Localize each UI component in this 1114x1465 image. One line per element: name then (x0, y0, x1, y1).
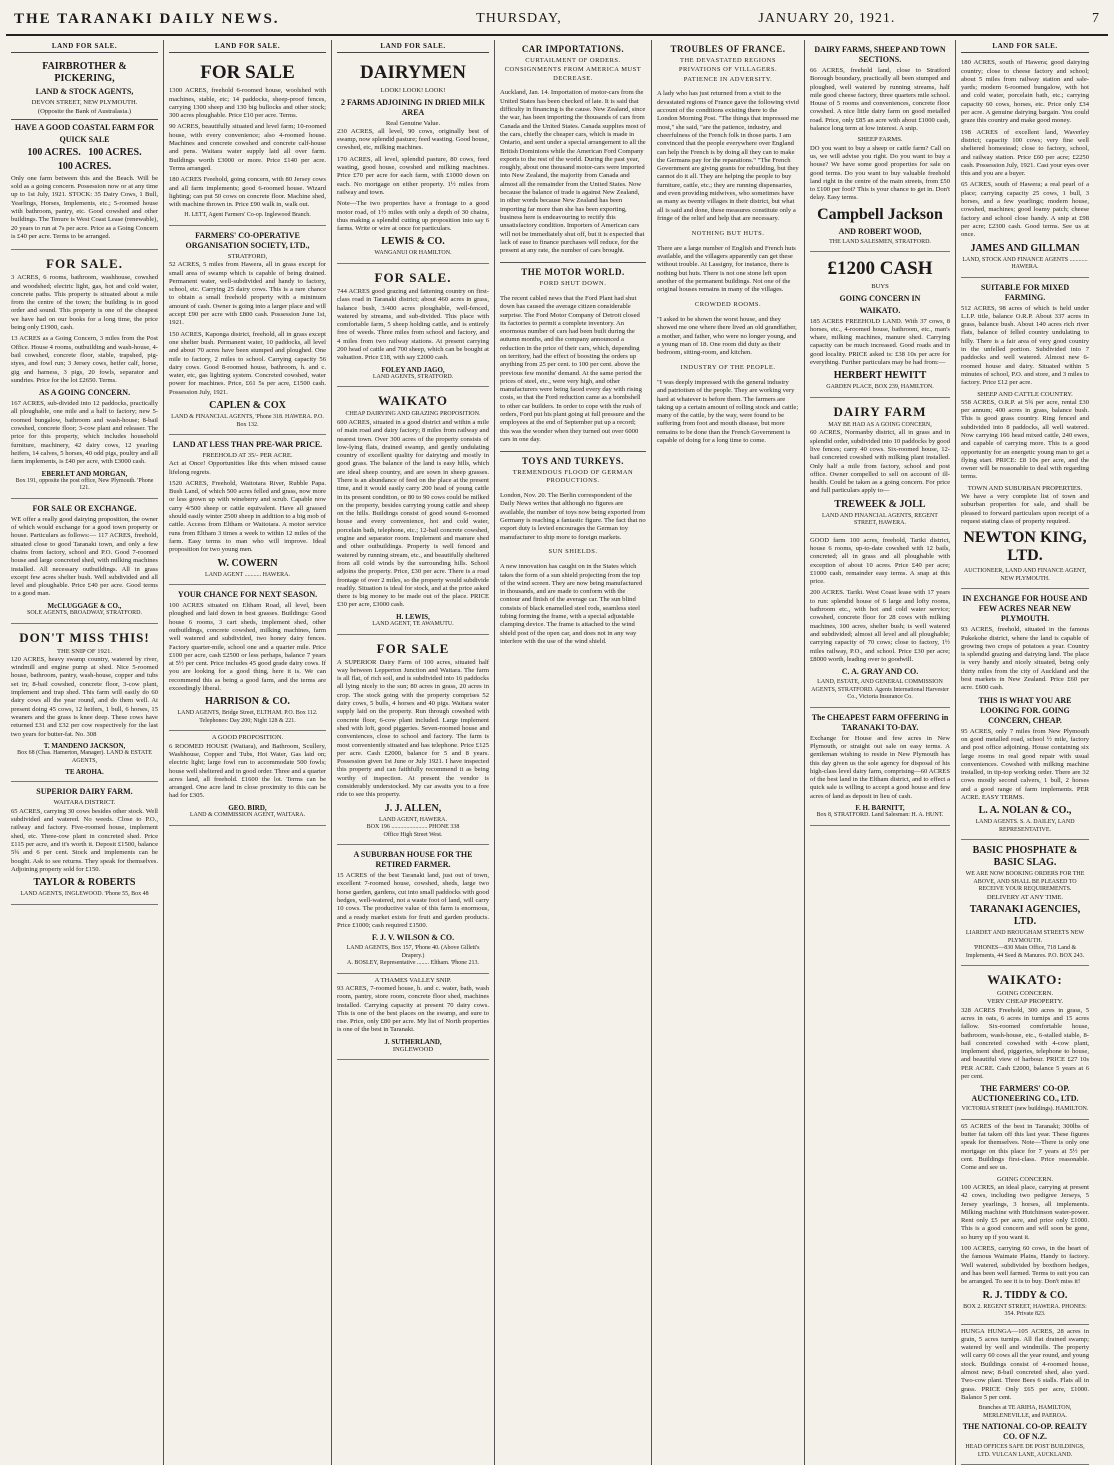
ad-body: 52 ACRES, 5 miles from Hawera, all in grass except for small area of swamp which is capable of being drained. Permanent water, well-subdivided and handy to factory, school, etc. Carrying 25 dairy cows. This is a rare chance to obtain a small freehold property with a minimum amount of cash. Owner is going into a larger place and will accept £90 per acre with £800 cash. Possession June 1st, 1921. (169, 261, 326, 327)
ad-body: 150 ACRES, Kaponga district, freehold, all in grass except one shelter bush. Permanent water, 10 paddocks, all level and about 70 acres have been stumped and ploughed. One mile to factory, 2 miles to school. Carrying capacity 56 dairy cows. Good 8-roomed house, bathroom, h. and c. water, etc, gas lighting system. Concreted cowshed, water power for machines. Price, £61 5s per acre, £1500 cash. Possession July, 1921. (169, 331, 326, 397)
article-body: "I was deeply impressed with the general industry and patriotism of the people. They are working very hard at whatever is before them. The farmers are taking up a certain amount of rolling stock and cattle; many of the cattle, by the way, were found to be suffering from foot and mouth disease, but more remains to be done than the French Government is capable of doing for a long time to come. (657, 379, 799, 445)
ad-headline: WAIKATO: (961, 972, 1089, 987)
agent-name: NEWTON KING, LTD. (961, 529, 1089, 565)
agent-address: VICTORIA STREET (new buildings). HAMILTON. (961, 1106, 1089, 1114)
agent-name: FARMERS' CO-OPERATIVE ORGANISATION SOCIETY, LTD., (169, 231, 326, 251)
ad-body: 230 ACRES, all level, 90 cows, originally best of swamp, now splendid pasture; feed wasting. Good house, cowshed, etc, milking machines. (337, 128, 489, 153)
agent-name: HERBERT HEWITT (810, 370, 950, 382)
ad-body: 13 ACRES as a Going Concern, 3 miles from the Post Office. House 4 rooms, outbuilding and wash-house, 4-bail cowshed, concrete floor, stable, trapshed, pig-styes, and fowl run; 3 Jersey cows, heifer calf, horse, gig and harness, 3 pigs, 20 fowls, separator and sundries. Price for the lot £2650. Terms. (11, 335, 158, 385)
agent-address: DEVON STREET, NEW PLYMOUTH. (11, 99, 158, 107)
article-subtitle-2: CONSIGNMENTS FROM AMERICA MUST DECREASE. (500, 66, 646, 83)
agent-name: HARRISON & CO. (169, 696, 326, 708)
ad-body: 198 ACRES of excellent land, Waverley district; capacity 100 cows; very fine well sheltered homestead; close to factory, school, and railway station. Price £60 per acre; £2250 cash. Possession July, 1921. Cast your eyes over this and you are a buyer. (961, 129, 1089, 179)
ad-tagline: Real Genuine Value. (337, 120, 489, 128)
masthead-day: THURSDAY, (476, 11, 562, 27)
agent-name: THE NATIONAL CO-OP. REALTY CO. OF N.Z. (961, 1422, 1089, 1442)
column-6 (805, 40, 956, 1465)
ad-body: Only one farm between this and the Beach. Will be sold as a going concern. Possession now or at any time up to 1st July, 1921. STOCK: 35 Dairy Cows, 1 Bull, Yearlings, Horses, Implements, etc.; 5-roomed house with bathroom, pantry, etc. Good cowshed and other buildings. The Tenure is West Coast Lease (renewable), 20 years to run at 7s per acre. Price as a Going Concern is £40 per acre. Terms to be arranged. (11, 175, 158, 241)
ad-for-sale (169, 56, 326, 226)
agent-address: SOLE AGENTS, BROADWAY, STRATFORD. (11, 610, 158, 618)
ad-headline: SUITABLE FOR MIXED FARMING. (961, 283, 1089, 303)
ad-headline: HAVE A GOOD COASTAL FARM FOR (11, 123, 158, 133)
column-7 (956, 40, 1094, 1465)
agent-name: J. J. ALLEN, (337, 803, 489, 815)
ad-subhead: GOING CONCERN. (961, 1176, 1089, 1184)
agent-address: LAND AND FINANCIAL AGENTS, REGENT STREET, HAWERA. (810, 513, 950, 528)
agent-name: McCLUGGAGE & CO., (11, 602, 158, 610)
ad-subhead: GOING CONCERN. (961, 990, 1089, 998)
ad-good-proposition (169, 731, 326, 825)
ad-subhead: SHEEP AND CATTLE COUNTRY. (961, 391, 1089, 399)
ad-headline: £1200 CASH (810, 258, 950, 280)
ad-headline: A GOOD PROPOSITION. (169, 734, 326, 742)
ad-body: 512 ACRES, 98 acres of which is held under L.I.P. title, balance O.R.P. About 337 acres in grass, balance bush. About 140 acres rich river flats, balance of felled country undulating to hilly. There is a fair area of very good country in the unfelled portion. Subdivided into 7 paddocks and well watered. Almost new 6-roomed house and dairy. Situated within 5 minutes of school, P.O. and store, and 3 miles to factory. Price £12 per acre. (961, 305, 1089, 388)
ad-headline: DAIRY FARM (810, 404, 950, 419)
ad-body: Note—The two properties have a frontage to a good motor road, of 1½ miles with only a depth of 30 chains, thus making a splendid cutting up proposition into say 6 farms. Write or wire at once for particulars. (337, 200, 489, 233)
column-heading: LAND FOR SALE. (961, 40, 1089, 53)
ad-tiddy (961, 1120, 1089, 1325)
article-body: The recent cabled news that the Ford Plant had shut down has caused the average citizen considerable surprise. The Ford Motor Company of Detroit closed its factories to permit a complete inventory. An enormous number of cars had been built during the autumn months, and the company announced a reduction in the price of their cars, which, depending on territory, had the effect of boosting the orders up anything from 25 per cent. to 100 per cent. above the previous few months' demand. At the same period the prices of steel, etc., were very high, and other manufacturers were being faced every day with rising costs, so that the Ford reduction came as a bombshell to other car builders. In order to cope with the rush of orders, Ford put his plant going at full pressure and the employees at the end of September put up a record; this was the wonder when they turned out over 6000 cars in one day. (500, 295, 646, 444)
agent-name: TARANAKI AGENCIES, LTD. (961, 904, 1089, 928)
ad-body: 100 ACRES, carrying 60 cows, in the heart of the famous Waimate Plains, Handy to factory. Well watered, subdivided by boxthorn hedges, and has been well farmed. Terms to suit you can be arranged. To see it is to buy. Don't miss it! (961, 1245, 1089, 1286)
ad-hunga (961, 1325, 1089, 1465)
ad-fairbrother (11, 56, 158, 250)
ad-thames (337, 974, 489, 1061)
article-title: TOYS AND TURKEYS. (500, 456, 646, 467)
ad-body: 200 ACRES. Tariki. West Coast lease with 17 years to run: splendid house of 6 large and lofty rooms, bathroom etc., with hot and cold water service; cowshed, concrete floor for 28 cows with milking machines, 100 acres, shelter bush; is well watered and subdivided; almost all level and all ploughable; carrying capacity of 70 cows; close to factory, 1½ miles railway, P.O., and school. Price £30 per acre; £8000 worth, leading over to goodwill. (810, 589, 950, 664)
ad-body: 1520 ACRES, Freehold, Waitotara River, Rubble Papa. Bush Land, of which 500 acres felled and grass, now more or less grown up with wineberry and scrub. Capable now carry 4/500 sheep or cattle equivalent. Have all grassed should easily winter 2500 sheep in addition to a big mob of cattle. Access from Eltham or Waitotara. A motor service runs from Eltham 3 times a week to within 12 miles of the farm. Easy terms to man who will improve. Ideal proposition for two young men. (169, 480, 326, 555)
ad-farmers-coop (169, 226, 326, 435)
ad-headline: DAIRY FARMS, SHEEP AND TOWN SECTIONS. (810, 45, 950, 65)
agent-name: THE FARMERS' CO-OP. AUCTIONEERING CO., LTD. (961, 1084, 1089, 1104)
ad-subhead-3: WAIKATO. (810, 306, 950, 316)
ad-cheapest (810, 708, 950, 826)
agent-address: WANGANUI OR HAMILTON. (337, 250, 489, 258)
article-body: A new innovation has caught on in the States which takes the form of a sun shield projecting from the top of the wind screen. They are now being manufactured in thousands, and are made to conform with the contour and finish of the average car. The sun blind consists of black enamelled steel rods, seamless steel tubing forming the frame, with a special adjustable clamping device. The frame is attached to the wind shield post of the open car, and does not in any way interfere with the use of the wind shield. (500, 563, 646, 646)
ad-mixed-farming (961, 278, 1089, 590)
column-3 (332, 40, 495, 1465)
agent-name: H. LEWIS, (337, 613, 489, 621)
agent-name: TAYLOR & ROBERTS (11, 877, 158, 889)
agent-opposite: (Opposite the Bank of Australasia.) (11, 108, 158, 116)
ad-body: 93 ACRES, 7-roomed house, h. and c. water, bath, wash room, pantry, store room, concrete floor shed, machines installed. Carrying capacity at present 70 dairy cows. This is one of the best places on the swamp, and sure to rise. Price, only £80 per acre. My list of North properties is one of the best in Taranaki. (337, 985, 489, 1035)
agent-address: LAND & COMMISSION AGENT, WAITARA. (169, 812, 326, 820)
ad-prewar (169, 435, 326, 585)
ad-headline: FOR SALE. (11, 256, 158, 271)
agent-name: J. SUTHERLAND, (337, 1038, 489, 1046)
agent-address: LAND AGENTS. S. A. DAILEY, LAND REPRESENTATIVE. (961, 819, 1089, 834)
article-subtitle: TREMENDOUS FLOOD OF GERMAN PRODUCTIONS. (500, 469, 646, 486)
agent-name: TREWEEK & JOLL (810, 499, 950, 511)
ad-headline: BASIC PHOSPHATE & BASIC SLAG. (961, 845, 1089, 869)
article-subtitle: THE DEVASTATED REGIONS (657, 57, 799, 65)
ad-body: 100 ACRES situated on Eltham Road, all level, been ploughed and laid down in best grasses. Buildings: Good house 6 rooms, 3 cart sheds, implement shed, other outbuildings, concrete cowshed, milking machines, farm well watered and subdivided, two honey dairy fences. Factory quarter-mile, school one and a quarter mile. Price £100 per acre, cash £2500 or less perhaps, balance 7 years at 5½ per cent. Price includes 45 good grade dairy cows. If you are looking for a good thing, here it is. We can recommend this as being a good farm, and the terms are exceedingly liberal. (169, 602, 326, 693)
ad-headline: The CHEAPEST FARM OFFERING in TARANAKI TO-DAY. (810, 713, 950, 733)
agent-name: LEWIS & CO. (337, 236, 489, 248)
agent-address: Box 8, STRATFORD. Land Salesman: H. A. HUNT. (810, 812, 950, 820)
ad-body: 180 ACRES Freehold, going concern, with 80 Jersey cows and all farm implements; good 6-roomed house. Wizard lighting; can put 50 cows on concrete floor. Machine shed, with machine thrown in. Price £90 walk in, walk out. (169, 176, 326, 209)
ad-headline: A THAMES VALLEY SNIP. (337, 977, 489, 985)
agent-address: LIARDET AND BROUGHAM STREETS NEW PLYMOUTH. (961, 930, 1089, 945)
article-subtitle: CURTAILMENT OF ORDERS. (500, 57, 646, 65)
ad-superior (11, 782, 158, 904)
ad-basic-phosphate (961, 840, 1089, 966)
ad-dairy-farm (810, 398, 950, 534)
agent-phones: 'PHONES—830 Main Office, 718 Land & Implements, 44 Seed & Manures. P.O. BOX 243. (961, 945, 1089, 960)
column-heading: LAND FOR SALE. (11, 40, 158, 53)
ad-body: 558 ACRES, O.R.P. at 5¾ per acre, rental £30 per annum; 400 acres in grass, balance bush. This is good grass country. Ring fenced and subdivided into 8 paddocks, all well watered. Now carrying 166 head mixed cattle, 240 ewes, and capable of carrying more. This is a good opportunity for an energetic young man to get a flying start. PRICE: £8 10s per acre, and the owner will be reasonable to deal with regarding terms. (961, 399, 1089, 482)
ad-body: 6 ROOMED HOUSE (Waitara), and Bathroom, Scullery, Washhouse, Copper and Tubs, Hot Water, Gas laid on; electric light; large fowl run to accommodate 500 fowls; house well sheltered and in good order. Three and a quarter acres land, all freehold. £1600 the lot. Terms can be arranged. One acre land in close proximity to this can be had for £305. (169, 743, 326, 801)
agent-address: LAND AGENT, HAWERA. (337, 817, 489, 825)
agent-address: LAND, ESTATE, AND GENERAL COMMISSION AGENTS, STRATFORD. Agents International Harvester Co., Victoria Insurance Co. (810, 679, 950, 702)
ad-for-sale (11, 250, 158, 499)
ad-body: A SUPERIOR Dairy Farm of 100 acres, situated half way between Lepperton Junction and Waitara. The farm is all flat, of rich soil, and is subdivided into 16 paddocks all lying nicely to the sun; 80 acres in grass, 20 acres in crop. The stock going with the property comprises 52 dairy cows, 5 bulls, 4 horses and 40 pigs. Waitara water supply laid on the property. Run through cowshed with concrete floor, 6-cow plant included. Large implement shed with loft, good piggeries. Seven-roomed house and conveniences, close to school and factory. The farm is most conveniently situated and has telephone. Price £125 per acre. Cash £2000, balance for 5 and 8 years. Possession given 1st June or July 1921. I have inspected this property and can faithfully recommend it as being worthy of inspection. At present the vendor is considerably understocked. My car awaits you to a free ride to see this property. (337, 659, 489, 800)
ad-subhead: AS A GOING CONCERN. (11, 388, 158, 398)
ad-body: 60 ACRES, Normanby district, all in grass and in splendid order, subdivided into 10 paddocks by good live fences; carry 40 cows. Six-roomed house, 12-bail concreted cowshed with milking plant installed. Only half a mile from factory, school and post office. Owner compelled to sell on account of ill-health. Could be taken as a going concern. For price and full particulars apply to— (810, 429, 950, 495)
ad-body: 95 ACRES, only 7 miles from New Plymouth on good metalled road, school ½ mile, factory and post office adjoining. House containing six large rooms in real good repair with usual conveniences. Cowshed with milking machine installed, in tip-top working order. There are 32 cows mostly second calvers, 1 bull, 2 horses and a good range of farm implements. PER ACRE. EASY TERMS. (961, 728, 1089, 803)
agent-name: W. COWERN (169, 558, 326, 570)
ad-headline: FOR SALE OR EXCHANGE. (11, 504, 158, 514)
ad-body: 328 ACRES Freehold, 300 acres in grass, 5 acres in oats, 6 acres in turnips and 15 acres fallow. Six-roomed comfortable house, bathroom, wash-house, etc., 6-stalled stable, 8-bail concreted cowshed with 4-cow plant, implement shed, piggeries, telephone to house, and beautiful view of harbour. PRICE £27 10s PER ACRE. Cash £2000, balance 5 years at 6 per cent. (961, 1007, 1089, 1082)
acres-label-2: 100 ACRES. (11, 161, 158, 173)
ad-subhead: CHEAP DAIRYING AND GRAZING PROPOSITION. (337, 411, 489, 419)
agent-name: JAMES AND GILLMAN (961, 243, 1089, 255)
ad-body: 167 ACRES, sub-divided into 12 paddocks, practically all ploughable, one mile and a half to factory; new 5-roomed bungalow, bathroom and wash-house; 8-bail cowshed, concrete floor; 3-cow plant and releaser. The price for this property, which includes household furniture, machinery, 42 dairy cows, 12 yearling heifers, 14 calves, 5 horses, 40 odd pigs, poultry and all farm implements, is £40 per acre, with £3000 cash. (11, 400, 158, 466)
agent-town: INGLEWOOD (337, 1046, 489, 1054)
article-body: "I asked to be shown the worst house, and they showed me one where there lived an old grandfather, a mother, and father, who were no longer young, and a young man of 18. One room did duty as their bedroom, sitting-room, and kitchen. (657, 316, 799, 357)
agent-address: LAND AGENTS, STRATFORD. (337, 374, 489, 382)
agent-name: T. MANDENO JACKSON, (11, 742, 158, 750)
agent-name: FOLEY AND JAGO, (337, 366, 489, 374)
ad-body: HUNGA HUNGA—105 ACRES, 28 acres in grain, 5 acres turnips. All flat drained swamp; watered by well and windmills. The property will carry 60 cows all the year round, and young stock. Buildings consist of 4-roomed house, almost new; 8-bail concreted shed, also yard. Two-cow plant. Three Bees 6 stalls. Flats all in grass. PRICE Only £65 per acre, £1000. Balance 5 per cent. (961, 1328, 1089, 1403)
agent-office: Office High Street West. (337, 832, 489, 840)
article-subtitle: FORD SHUT DOWN. (500, 280, 646, 288)
agent-name: FAIRBROTHER & PICKERING, (11, 61, 158, 85)
ad-headline: A SUBURBAN HOUSE FOR THE RETIRED FARMER. (337, 850, 489, 870)
ad-exchange (961, 589, 1089, 840)
agent-name: H. LETT, Agent Farmers' Co-op. Inglewood Branch. (169, 212, 326, 220)
ad-body: 65 ACRES, south of Hawera; a real pearl of a place; carrying capacity 25 cows, 1 bull, 3 horses, and a few yearlings; modern house, cowshed, machines; good loamy patch; cheese factory and school close handy. A snip at £98 per acre; £2300 cash. Good terms. See us at once. (961, 181, 1089, 239)
agent-name: L. A. NOLAN & CO., (961, 805, 1089, 817)
ad-subhead: FREEHOLD AT 35/- PER ACRE. (169, 452, 326, 460)
agent-rep: A. BOSLEY, Representative ........ Eltham. 'Phone 213. (337, 960, 489, 968)
agent-name: F. J. V. WILSON & CO. (337, 933, 489, 943)
agent-address: LAND & FINANCIAL AGENTS, 'Phone 318. HAWERA. P.O. Box 132. (169, 414, 326, 429)
ad-dont-miss (11, 624, 158, 783)
agent-address: LAND AGENTS, INGLEWOOD. 'Phone 55, Box 48 (11, 891, 158, 899)
ad-headline: DAIRYMEN (337, 62, 489, 84)
article-title: CAR IMPORTATIONS. (500, 44, 646, 55)
ad-body: 3 ACRES, 6 rooms, bathroom, washhouse, cowshed and woodshed; electric light, gas, hot and cold water, concrete paths. This property is situated about a mile from the centre of the town; the building is in good order and sound. This property is one of the cheapest we have had on our books for a long time, the price being only £1900, cash. (11, 274, 158, 332)
article-subtitle-2: PRIVATIONS OF VILLAGERS. (657, 66, 799, 74)
ad-subhead: TOWN AND SUBURBAN PROPERTIES. (961, 485, 1089, 493)
agent-address: LAND AGENTS, Bridge Street, ELTHAM. P.O. Box 112. Telephones: Day 200; Night 128 & 221. (169, 710, 326, 725)
ad-headline: SUPERIOR DAIRY FARM. (11, 787, 158, 797)
agent-address: LAND AGENTS, Box 157, 'Phone 40. (Above Gillett's Drapery.) (337, 945, 489, 960)
newspaper-title: THE TARANAKI DAILY NEWS. (14, 11, 280, 28)
agent-name: Campbell Jackson (810, 206, 950, 224)
ad-body: 600 ACRES, situated in a good district and within a mile of main road and dairy factory; 8 miles from railway and nearest town. Over 300 acres of the property consists of low-lying flats, drained swamp, and gently undulating country of excellent quality for dairying and mostly in good grass. The balance of the land is easy hills, which are ideal sheep country, and are sown in sheep grasses. There is an abundance of feed on the place at the present time, and it would easily carry 200 head of young cattle in its present condition, or 80 to 90 cows could be milked on the property, besides carrying young cattle and sheep on the hills. Buildings consist of good sound 6-roomed house and every convenience, hot and cold water, porcelain bath, telephone, etc.; 12-bail concrete cowshed, engine and separator room. Implement and manure shed and other outbuildings. Property is well fenced and watered by running stream, etc., and beautifully sheltered from all cold winds by the surrounding hills. School adjoins the property. Price, £30 per acre. There is a road frontage of over 2 miles, so the property would subdivide readily. Situation is ideal for stock, and at the price asked there is big money to be made out of the place. PRICE £30 per acre, £3000 cash. (337, 419, 489, 610)
agent-address: Box 191, opposite the post office, New Plymouth. 'Phone 121. (11, 478, 158, 493)
agent-name: C. A. GRAY AND CO. (810, 667, 950, 677)
agent-town: STRATFORD, (169, 253, 326, 261)
ad-body: 66 ACRES, freehold land, close to Stratford Borough boundary, practically all been stumped and ploughed, well watered by running streams, half mile good cheese factory, three quarters mile school. House of 5 rooms and conveniences, concrete floor cowshed. A nice little dairy farm on good metalled road. Price, only £85 an acre with about £1000 cash, balance long term at low interest. A snip. (810, 67, 950, 133)
ad-body: 15 ACRES of the best Taranaki land, just out of town, excellent 7-roomed house, cowshed, sheds, large two horse garden, gardens, cut into small paddocks with good hedges, well-watered, not a waste foot of land, will carry 10 cows. The productive value of this farm is enormous, and a ready market exists for fruit and garden products. Price £1000; cash required £1500. (337, 872, 489, 930)
agent-box: BOX 196 ........................ PHONE 338 (337, 824, 489, 832)
ad-branches: Branches at TE ARIHA, HAMILTON, MERLENEVILLE, and PAEROA. (961, 1405, 1089, 1420)
article-subtitle: SUN SHIELDS. (500, 548, 646, 556)
column-heading: LAND FOR SALE. (169, 40, 326, 53)
ad-dairy-farms (810, 40, 950, 252)
column-4 (495, 40, 652, 1465)
ad-dairymen (337, 56, 489, 264)
ad-headline: FOR SALE (337, 641, 489, 656)
masthead (6, 4, 1108, 36)
agent-address: HEAD OFFICES SAFE DE POST BUILDINGS, LTD. VULCAN LANE, AUCKLAND. (961, 1444, 1089, 1459)
ad-body: 185 ACRES FREEHOLD LAND. With 37 cows, 8 horses, etc., 4-roomed house, bathroom, etc., man's whare, milking machines, manure shed. Carrying capacity can be much increased. Good roads and in good locality. PRICE asked is: £38 10s per acre for everything. Further particulars may be had from:— (810, 318, 950, 368)
ad-subhead: BUYS (810, 283, 950, 291)
ad-hawera (961, 56, 1089, 277)
article-body: London, Nov. 20. The Berlin correspondent of the Daily News writes that although no figures are available, the number of toys now being exported from Germany is reaching a fantastic figure. The fact that no export duty is levied encourages the German toy manufacturer to ship more to foreign markets. (500, 492, 646, 542)
ad-subhead: THIS IS WHAT YOU ARE LOOKING FOR. GOING CONCERN, CHEAP. (961, 696, 1089, 726)
masthead-date: JANUARY 20, 1921. (758, 11, 895, 27)
article-subtitle: CROWDED ROOMS. (657, 301, 799, 309)
ad-headline: FOR SALE. (337, 270, 489, 285)
ad-body: 90 ACRES, beautifully situated and level farm; 10-roomed house, with every convenience; also 4-roomed house. Machines and concrete cowshed and concrete calf-house and pens. Waitara water supply laid all over farm. Buildings worth £3000 or more. Price £140 per acre. Terms arranged. (169, 123, 326, 173)
ad-body: GOOD farm 100 acres, freehold, Tariki district, house 6 rooms, up-to-date cowshed with 12 bails, concreted; all in grass and all ploughable with exception of about 10 acres. Price £40 per acre; £1000 cash, remainder easy terms. A snap at this price. (810, 537, 950, 587)
ad-cash (810, 252, 950, 398)
ad-body: 180 ACRES, south of Hawera; good dairying country; close to cheese factory and school; about 5 miles from railway station and sale-yards; modern 6-roomed bungalow, with hot and cold water, porcelain bath, etc.; carrying capacity 60 cows, horses, etc. Price only £34 per acre. A genuine dairying bargain. You could graze this country and make good money. (961, 59, 1089, 125)
ad-superior-dairy (337, 635, 489, 846)
ad-waikato (337, 387, 489, 634)
ad-body: WE ARE NOW BOOKING ORDERS FOR THE ABOVE, AND SHALL BE PLEASED TO RECEIVE YOUR REQUIREMENTS. (961, 871, 1089, 894)
ad-body: 93 ACRES, freehold, situated in the famous Pukekohe district, where the land is capable of growing two crops of potatoes a year. Country is splendid grazing and dairying land. The place is very handy and nicely situated, being only thirty miles from the city of Auckland and the best markets in New Zealand. Price £60 per acre. £600 cash. (961, 626, 1089, 692)
ad-suburban (337, 845, 489, 974)
article-subtitle-3: PATIENCE IN ADVERSITY. (657, 76, 799, 84)
article-title: TROUBLES OF FRANCE. (657, 44, 799, 55)
acres-label: 100 ACRES. 100 ACRES. (11, 147, 158, 159)
column-5 (652, 40, 805, 1465)
agent-name: GEO. BIRD, (169, 804, 326, 812)
ad-body: 744 ACRES good grazing and fattening country on first-class road in Taranaki district; about 460 acres in grass, balance bush, 3/400 acres ploughable, well-fenced, watered by streams, and sub-divided. This place with comfortable farm, 5 sheep holding cattle, and is entirely free of weeds. Three miles from school and factory, and 4 miles from two railway stations. At present carrying 200 head of cattle and 700 sheep, which can be bought at valuation. Price £18, with say £2000 cash. (337, 288, 489, 363)
ad-subhead: LOOK! LOOK! LOOK! (337, 87, 489, 95)
article-body: Auckland, Jan. 14. Importation of motor-cars from the United States has been checked of late. It is said that difficulty in financing is the cause. New Zealand, since the war, has been importing the thousands of cars from Canada and the United States. Canada supplies most of the cars, chiefly the cheaper cars, which is made in Ontario, and sent under a special arrangement to all the British Dominions while the American Ford Company exports to the rest of the world. During the past year, roughly, about one thousand motor-cars were imported into New Zealand, the majority from Canada and almost all the remainder from the United States. Now because the balance of trade is against New Zealand, in other words because New Zealand has been importing far more than she has been exporting, business here is endeavouring to rectify this unsatisfactory condition. Importers of American cars will not be immediately shut off, but it is expected that lack of ease to finance purchases will reduce, for the present at any rate, the number of cars brought. (500, 89, 646, 255)
agent-address: LAND AGENT ........... HAWERA. (169, 572, 326, 580)
ad-chance (169, 585, 326, 731)
agent-sub: LAND & STOCK AGENTS, (11, 87, 158, 97)
columns (6, 40, 1108, 1400)
agent-address: Box 68 (Chas. Hamerton, Manager). LAND & ESTATE AGENTS, (11, 750, 158, 765)
ad-headline: DON'T MISS THIS! (11, 630, 158, 645)
ad-body: WE offer a really good dairying proposition, the owner of which would exchange for a good town property or house. Particulars as follows:— 117 ACRES, freehold, situated close to good Taranaki town, and only a few chains from factory, school and P.O. Good 7-roomed house and large concreted shed, with milking machines installed. All necessary outbuildings. All in grass except few acres shelter bush. Well subdivided and all level and ploughable. Price £40 per acre. Good terms to a good man. (11, 516, 158, 599)
column-2 (164, 40, 332, 1465)
agent-address: THE LAND SALESMEN, STRATFORD. (810, 239, 950, 247)
agent-address: AUCTIONEER, LAND AND FINANCE AGENT, NEW PLYMOUTH. (961, 568, 1089, 583)
ad-subhead: MAY BE HAD AS A GOING CONCERN, (810, 422, 950, 430)
ad-subhead-2: GOING CONCERN IN (810, 294, 950, 304)
ad-subhead: WAITARA DISTRICT. (11, 799, 158, 807)
column-1 (6, 40, 164, 1465)
article-subtitle: NOTHING BUT HUTS. (657, 230, 799, 238)
ad-headline: FOR SALE (169, 62, 326, 84)
agent-name: F. H. BARNITT, (810, 804, 950, 812)
ad-headline: WAIKATO (337, 393, 489, 408)
ad-body: DO you want to buy a sheep or cattle farm? Call on us, we will advise you right. Do you want to buy a house? We have some good properties for sale on good terms. Do you want to buy valuable freehold land right in the centre of the main streets, from £50 to £100 per foot? This is your chance to get in. Don't delay. Easy terms. (810, 145, 950, 203)
ad-body: 65 ACRES of the best in Taranaki; 300lbs of butter fat taken off this last year. These figures speak for themselves. Note—There is only one mortgage on this place for 7 years at 5½ per cent. Buildings first-class. Price reasonable. Come and see us. (961, 1123, 1089, 1173)
ad-body: 100 ACRES, an ideal place, carrying at present 42 cows, including two pedigree Jerseys, 5 Jersey yearlings, 3 horses, all implements. Milking machine with Hutchinson water-power. Rent only £5 per acre, and price only £1000. This is a good concern and will soon be gone, so hurry up if you want it. (961, 1184, 1089, 1242)
ad-body: 170 ACRES, all level, splendid pasture, 80 cows, feed wasting, good house, cowshed and milking machines. Price £70 per acre for each farm, with £1000 down on each. No mortgage on either property. 1½ miles from railway and town. (337, 156, 489, 197)
ad-tariki (810, 534, 950, 708)
ad-body: 65 ACRES, carrying 30 cows besides other stock. Well subdivided and watered. No weeds. Close to P.O., railway and factory. Five-roomed house, implement shed, etc. Three-cow plant in concreted shed. Price £115 per acre, and it's worth it. Deposit £1500, balance 5¾ and 6 per cent. Stock and implements can be bought. Ask to see returns. They speak for themselves. Adjoining property sold for £150. (11, 808, 158, 874)
ad-headline: YOUR CHANCE FOR NEXT SEASON. (169, 590, 326, 600)
agent-name: R. J. TIDDY & CO. (961, 1290, 1089, 1302)
ad-headline: LAND AT LESS THAN PRE-WAR PRICE. (169, 440, 326, 450)
ad-subhead: SHEEP FARMS. (810, 136, 950, 144)
article-body: A lady who has just returned from a visit to the devastated regions of France gave the following vivid account of the conditions existing there to the London Morning Post. "The things that impressed me most," she said, "are the patience, industry, and cheerfulness of the French folk in those parts. I am convinced that the people everywhere over England can help the French is by doing all they can to make the Germans pay for the reparations." "The French Government are giving grants for rebuilding, but they cannot do it all. They are helping the people to buy furniture, cattle, etc.; they are running dispensaries, and even providing midwives, who sometimes have as many as twenty villages in their district, but what all is said and done, these measures constitute only a fringe of the relief and help that are necessary. (657, 90, 799, 223)
ad-subhead: DELIVERY AT ANY TIME. (961, 894, 1089, 902)
agent-address: BOX 2. REGENT STREET, HAWERA. PHONES: 354. Private 823. (961, 1304, 1089, 1319)
agent-town: TE AROHA. (11, 768, 158, 776)
agent-address: LAND AGENT, TE AWAMUTU. (337, 621, 489, 629)
ad-headline-2: QUICK SALE (11, 135, 158, 145)
column-heading: LAND FOR SALE. (337, 40, 489, 53)
agent-address: LAND, STOCK AND FINANCE AGENTS ............ HAWERA. (961, 257, 1089, 272)
ad-subhead-2: VERY CHEAP PROPERTY. (961, 998, 1089, 1006)
ad-body: 120 ACRES, heavy swamp country, watered by river, windmill and engine pump at shed. Nice 5-roomed house, bathroom, pantry, wash-house, copper and tubs set in; 8-bail cowshed, concrete floor, 3-cow plant, implement and trap shed. This farm will easily do 60 dairy cows all the year round, and do them well. At present doing 45 cows, 12 heifers, 1 bull, 6 horses, 15 weaners and the grass is knee deep. These cows have returned £31 and £32 per cow respectively for the last two years for butter-fat. No. 308 (11, 656, 158, 739)
agent-address: GARDEN PLACE, BOX 239, HAMILTON. (810, 384, 950, 392)
ad-waikato (961, 966, 1089, 1120)
ad-for-sale (337, 264, 489, 387)
article-title: THE MOTOR WORLD. (500, 267, 646, 278)
ad-body: We have a very complete list of town and suburban properties for sale, and shall be pleased to forward particulars upon receipt of a request stating class of property required. (961, 493, 1089, 526)
ad-body: Exchange for House and few acres in New Plymouth, or straight out sale on easy terms. A gentleman wishing to reside in New Plymouth has this day given us the sole agency for disposal of his high-class level dairy farm, comprising—60 ACRES of the best land in the Eltham district, and to effect a quick sale is willing to accept a good house and few acres of land as deposit in lieu of cash. (810, 735, 950, 801)
ad-headline: IN EXCHANGE FOR HOUSE AND FEW ACRES NEAR NEW PLYMOUTH. (961, 594, 1089, 624)
page-number: 7 (1092, 11, 1100, 27)
agent-partner: AND ROBERT WOOD, (810, 227, 950, 237)
article-subtitle: INDUSTRY OF THE PEOPLE. (657, 364, 799, 372)
agent-name: CAPLEN & COX (169, 400, 326, 412)
ad-subhead-2: 2 FARMS ADJOINING IN DRIED MILK AREA (337, 98, 489, 118)
article-body: There are a large number of English and French huts available, and the villagers apparently can get these without trouble. At Lassigny, for instance, there is nothing but huts. There is not one stone left upon another of the permanent buildings. Not one of the original houses remains in many of the villages. (657, 245, 799, 295)
agent-name: EBERLET AND MORGAN, (11, 470, 158, 478)
ad-body: 1300 ACRES, freehold 6-roomed house, woolshed with machines, stable, etc; 14 paddocks, sheep-proof fences, carrying 1300 sheep and 130 big bullocks and other stock; 300 acres ploughable. Price £10 per acre. Terms. (169, 87, 326, 120)
ad-subhead: THE SNIP OF 1921. (11, 648, 158, 656)
ad-body: Act at Once! Opportunities like this when missed cause lifelong regrets. (169, 460, 326, 477)
ad-exchange (11, 499, 158, 624)
